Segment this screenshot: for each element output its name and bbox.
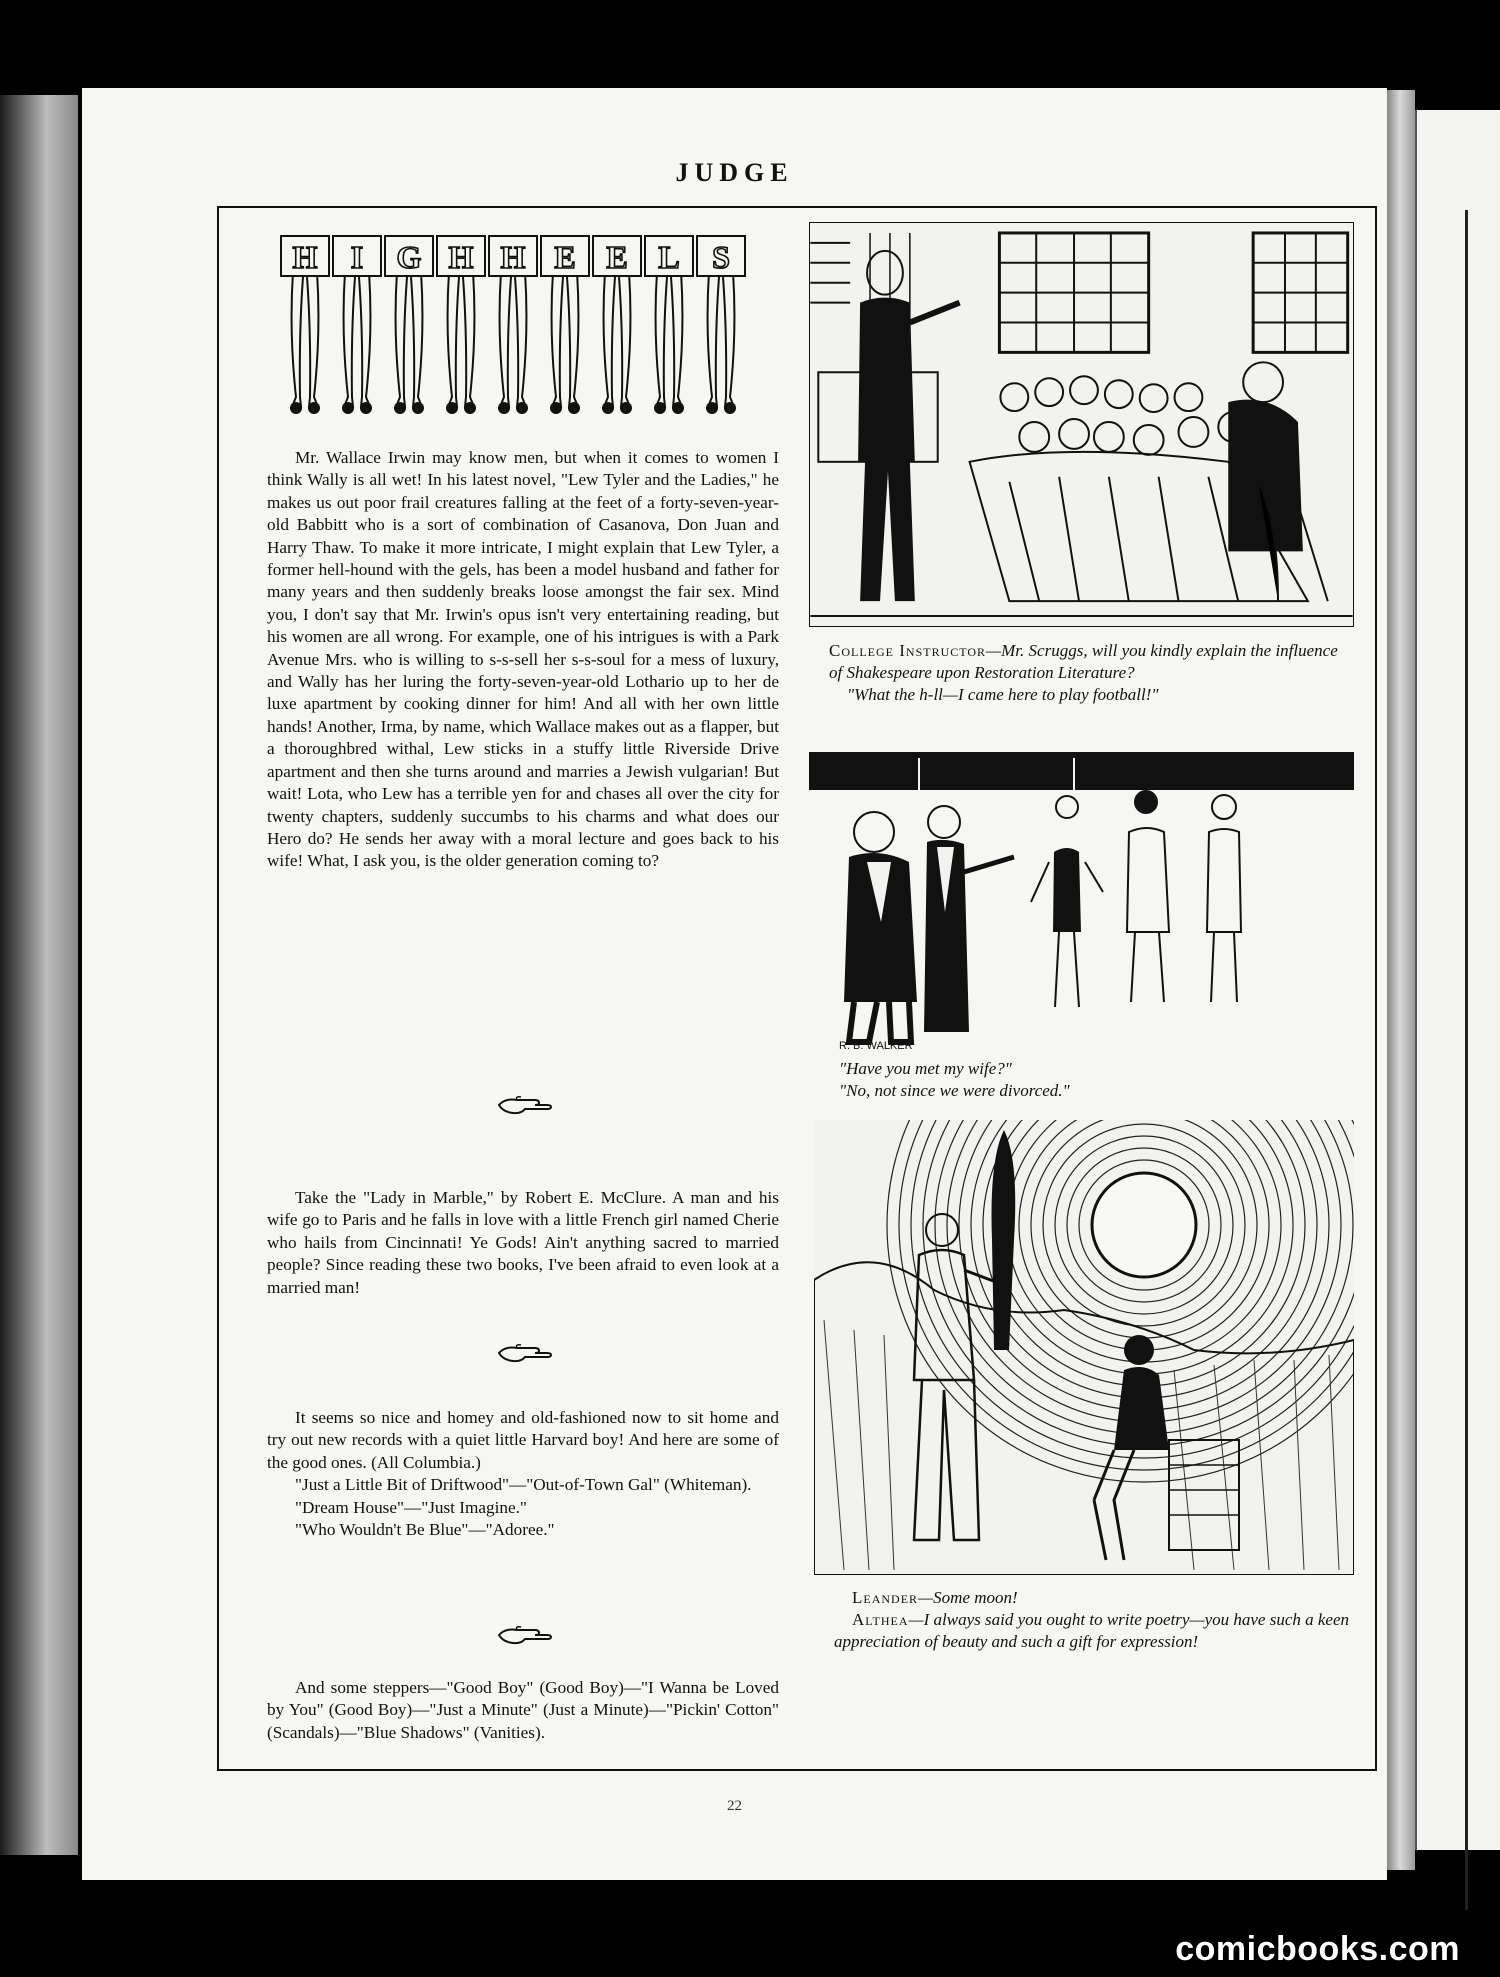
- pointing-hand-icon: [495, 1340, 555, 1366]
- adjacent-page-rule: [1465, 210, 1468, 1910]
- divorce-drawing: [809, 752, 1354, 1052]
- caption-line: —Mr. Scruggs, will you kindly explain the influence of Shakespeare upon Restoration Literature?: [829, 641, 1338, 682]
- caption-line: "No, not since we were divorced.": [839, 1081, 1070, 1100]
- running-head: JUDGE: [675, 158, 794, 187]
- review-paragraph-1: [267, 447, 779, 873]
- divorce-caption: [839, 1058, 1349, 1102]
- banner-letter: G: [396, 239, 422, 275]
- classroom-drawing: [810, 223, 1353, 626]
- banner-letter: L: [658, 239, 680, 275]
- paragraph-text: Mr. Wallace Irwin may know men, but when it comes to women I think Wally is all wet! In his latest novel, "Lew Tyler and the Ladies," he makes us out poor frail creatures falling at the feet of a forty-seven-year-old Babbitt who is a sort of combination of Casanova, Don Juan and Harry Thaw. To make it more intricate, I might explain that Lew Tyler, a former hell-hound with the gels, has been a model husband and father for many years and then suddenly breaks loose amongst the fair sex. Mind you, I don't say that Mr. Irwin's opus isn't very entertaining reading, but his women are all wrong. For example, one of his intrigues is with a Park Avenue Mrs. who is willing to s-s-sell her s-s-soul for a mess of luxury, and Wally has her luring the forty-seven-year-old Lothario up to her de luxe apartment by cooking dinner for him! And all with her own little hands! Another, Irma, by name, which Wallace makes out as a flapper, but a thoroughbred withal, Lew sticks in a stuffy little Riverside Drive apartment and then she turns around and marries a Jewish vulgarian! But wait! Lota, who Lew has a terrible yen for and chases all over the city for twenty chapters, suddenly succumbs to his charms and what does our Hero do? He sends her away with a moral lecture and goes back to his wife! What, I ask you, is the older generation coming to?: [267, 448, 779, 871]
- pointing-hand-icon: [495, 1092, 555, 1118]
- leg-pair: [654, 272, 684, 414]
- record-line: "Just a Little Bit of Driftwood"—"Out-of-Town Gal" (Whiteman).: [295, 1475, 752, 1495]
- record-line: "Dream House"—"Just Imagine.": [295, 1497, 527, 1517]
- caption-line: —Some moon!: [918, 1588, 1018, 1607]
- leg-pair: [550, 272, 580, 414]
- cartoon-signature: R. B. WALKER: [839, 1040, 913, 1052]
- caption-speaker: Leander: [852, 1588, 919, 1607]
- leg-pair: [342, 272, 372, 414]
- divorce-cartoon: [809, 752, 1354, 1052]
- moon-caption: [834, 1587, 1349, 1653]
- left-column: [253, 222, 793, 1742]
- adjacent-page-edge: [1415, 110, 1500, 1850]
- paragraph-text: It seems so nice and homey and old-fashioned now to sit home and try out new records with a quiet little Harvard boy! And here are some of the good ones. (All Columbia.): [267, 1408, 779, 1472]
- right-page-binding: [1385, 90, 1415, 1870]
- moon-cartoon: [814, 1120, 1354, 1575]
- paragraph-text: And some steppers—"Good Boy" (Good Boy)—"I Wanna be Loved by You" (Good Boy)—"Just a Minute" (Just a Minute)—"Pickin' Cotton" (Scandals)—"Blue Shadows" (Vanities).: [267, 1678, 779, 1742]
- banner-letter: E: [554, 239, 576, 275]
- page-number: 22: [727, 1798, 742, 1814]
- leg-pair: [446, 272, 476, 414]
- classroom-cartoon: [809, 222, 1354, 627]
- banner-letter: S: [712, 239, 730, 275]
- caption-speaker: College Instructor: [829, 641, 987, 660]
- banner-letter: H: [292, 239, 318, 275]
- review-paragraph-3: [267, 1407, 779, 1541]
- review-paragraph-4: [267, 1677, 779, 1744]
- leg-pair: [394, 272, 424, 414]
- review-paragraph-2: [267, 1187, 779, 1299]
- site-watermark: comicbooks.com: [1175, 1930, 1460, 1968]
- left-page-binding: [0, 95, 78, 1855]
- record-line: "Who Wouldn't Be Blue"—"Adoree.": [295, 1520, 555, 1540]
- magazine-page: [82, 88, 1387, 1880]
- paragraph-text: Take the "Lady in Marble," by Robert E. McClure. A man and his wife go to Paris and he falls in love with a little French girl named Cherie who hails from Cincinnati! Ye Gods! Ain't anything sacred to married people? Since reading these two books, I've been afraid to even look at a married man!: [267, 1188, 779, 1297]
- content-frame: [217, 206, 1377, 1771]
- caption-speaker: Althea: [852, 1610, 909, 1629]
- caption-line: —I always said you ought to write poetry—you have such a keen appreciation of beauty and such a gift for expression!: [834, 1610, 1350, 1651]
- moon-drawing: [814, 1120, 1354, 1575]
- banner-letter: E: [606, 239, 628, 275]
- leg-pair: [706, 272, 736, 414]
- leg-pair: [498, 272, 528, 414]
- pointing-hand-icon: [495, 1622, 555, 1648]
- leg-pair: [290, 272, 320, 414]
- banner-letter: H: [500, 239, 526, 275]
- caption-line: "What the h-ll—I came here to play football!": [847, 685, 1159, 704]
- banner-letter: I: [350, 239, 364, 275]
- leg-pair: [602, 272, 632, 414]
- high-heels-banner: [253, 222, 763, 422]
- legs-illustration: [253, 222, 763, 422]
- classroom-caption: [829, 640, 1349, 706]
- caption-line: "Have you met my wife?": [839, 1059, 1012, 1078]
- banner-letter: H: [448, 239, 474, 275]
